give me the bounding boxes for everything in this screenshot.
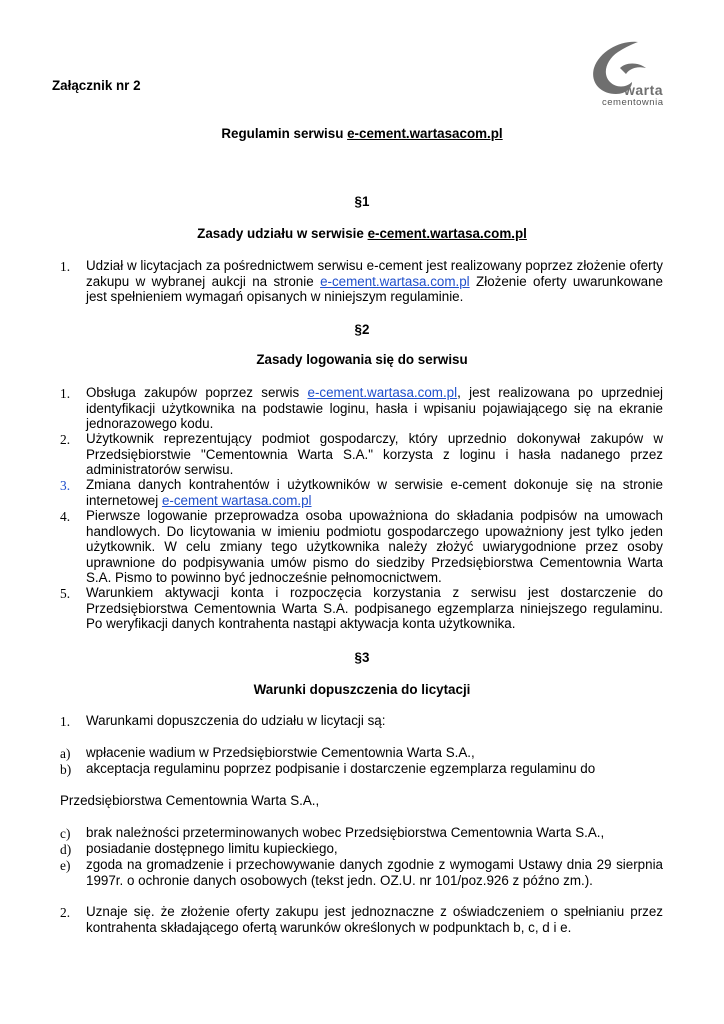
section3-item1-number: 1. xyxy=(60,714,71,729)
sub-item-b-letter: b) xyxy=(60,762,72,777)
section2-item1-text: Obsługa zakupów poprzez serwis e-cement.wartasa.com.pl, jest realizowana po uprzedniej identyfikacji użytkownika na podstawie loginu, hasła i wpisaniu pojawiającego się na ekranie jednorazowego kodu. xyxy=(86,385,663,431)
section2-item2-number: 2. xyxy=(60,432,71,447)
section3-item2-text: Uznaje się. że złożenie oferty zakupu jest jednoznaczne z oświadczeniem o spełnianiu przez kontrahenta składającego ofertą warunków określonych w podpunktach b, c, d i e. xyxy=(86,904,663,935)
sub-item-e-text: zgoda na gromadzenie i przechowywanie danych zgodnie z wymogami Ustawy dnia 29 sierpnia 1997r. o ochronie danych osobowych (tekst jedn. OZ.U. nr 101/poz.926 z późno zm.). xyxy=(86,857,663,888)
section1-heading-link[interactable]: e-cement.wartasa.com.pl xyxy=(367,226,527,241)
section2-heading: Zasady logowania się do serwisu xyxy=(256,352,468,367)
section2-mark: §2 xyxy=(354,322,370,337)
page-title: Regulamin serwisu e-cement.wartasacom.pl xyxy=(221,126,503,141)
sub-item-d-text: posiadanie dostępnego limitu kupieckiego, xyxy=(86,841,338,856)
section2-item1-number: 1. xyxy=(60,386,71,401)
continuation-text: Przedsiębiorstwa Cementownia Warta S.A., xyxy=(60,793,320,808)
section2-item2-text: Użytkownik reprezentujący podmiot gospodarczy, który uprzednio dokonywał zakupów w Przedsiębiorstwie "Cementownia Warta S.A." korzysta z loginu i hasła nadanego przez administratorów serwisu. xyxy=(86,431,663,477)
sub-item-c-letter: c) xyxy=(60,826,71,841)
section2-item3-number: 3. xyxy=(60,478,71,493)
section3-item1-text: Warunkami dopuszczenia do udziału w licytacji są: xyxy=(86,713,386,728)
section1-item-link[interactable]: e-cement.wartasa.com.pl xyxy=(320,273,470,289)
cementownia-warta-logo xyxy=(586,38,682,108)
logo-text-cementownia: cementownia xyxy=(602,97,664,108)
section2-item3-text: Zmiana danych kontrahentów i użytkowników w serwisie e-cement dokonuje się na stronie internetowej e-cement wartasa.com.pl xyxy=(86,477,663,508)
section2-item3-link[interactable]: e-cement wartasa.com.pl xyxy=(161,492,312,508)
attachment-label: Załącznik nr 2 xyxy=(52,78,141,93)
sub-item-a-text: wpłacenie wadium w Przedsiębiorstwie Cementownia Warta S.A., xyxy=(86,745,475,760)
section1-mark: §1 xyxy=(354,194,370,209)
section3-item2-number: 2. xyxy=(60,905,71,920)
section2-item1-link[interactable]: e-cement.wartasa.com.pl xyxy=(307,385,458,400)
sub-item-d-letter: d) xyxy=(60,842,72,857)
sub-item-a-letter: a) xyxy=(60,746,71,761)
section1-item-text: Udział w licytacjach za pośrednictwem serwisu e-cement jest realizowany poprzez złożenie oferty zakupu w wybranej aukcji na stronie e-cement.wartasa.com.pl Złożenie oferty uwarunkowane jest spełnieniem wymagań opisanych w niniejszym regulaminie. xyxy=(86,258,663,304)
section2-item5-text: Warunkiem aktywacji konta i rozpoczęcia korzystania z serwisu jest dostarczenie do Przedsiębiorstwa Cementownia Warta S.A. podpisanego egzemplarza niniejszego regulaminu. Po weryfikacji danych kontrahenta nastąpi aktywacja konta użytkownika. xyxy=(86,585,663,631)
section1-heading: Zasady udziału w serwisie e-cement.wartasa.com.pl xyxy=(197,226,527,241)
title-link[interactable]: e-cement.wartasacom.pl xyxy=(347,126,503,141)
section2-item4-number: 4. xyxy=(60,509,71,524)
section2-item5-number: 5. xyxy=(60,586,71,601)
section2-item4-text: Pierwsze logowanie przeprowadza osoba upoważniona do składania podpisów na umowach handlowych. Do licytowania w imieniu podmiotu gospodarczego upoważniony jest tylko jeden użytkownik. W celu zmiany tego użytkownika należy złożyć uwiarygodnione przez osoby uprawnione do podpisywania umów pismo do siedziby Przedsiębiorstwa Cementownia Warta S.A. Pismo to powinno być jednocześnie pełnomocnictwem. xyxy=(86,508,663,585)
section3-heading: Warunki dopuszczenia do licytacji xyxy=(253,682,471,697)
section3-mark: §3 xyxy=(354,650,370,665)
sub-item-b-text: akceptacja regulaminu poprzez podpisanie i dostarczenie egzemplarza regulaminu do xyxy=(86,761,596,776)
logo-text-warta: warta xyxy=(624,82,664,98)
sub-item-e-letter: e) xyxy=(60,858,71,873)
section1-item-number: 1. xyxy=(60,259,71,274)
sub-item-c-text: brak należności przeterminowanych wobec Przedsiębiorstwa Cementownia Warta S.A., xyxy=(86,825,605,840)
